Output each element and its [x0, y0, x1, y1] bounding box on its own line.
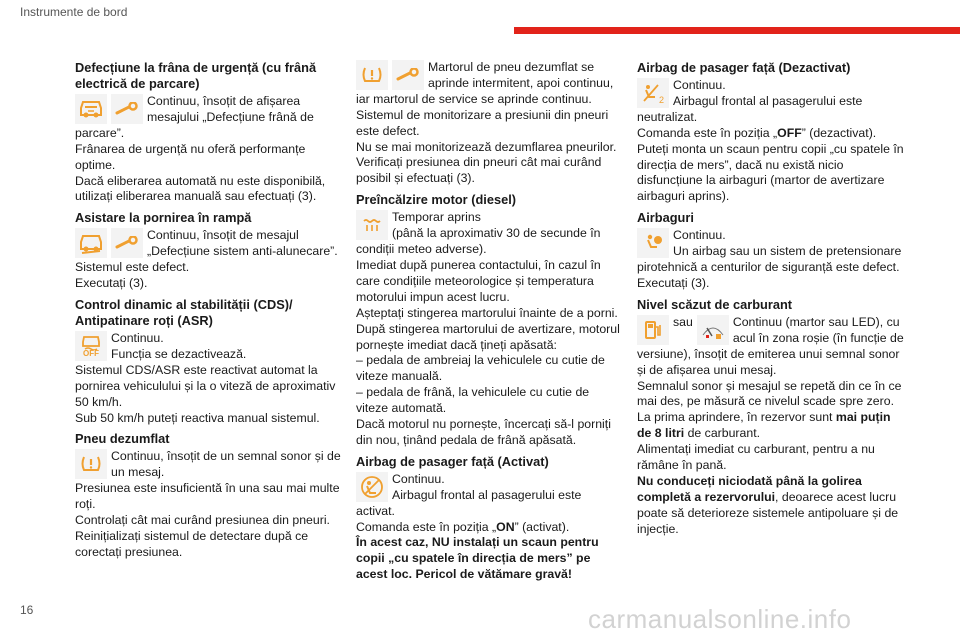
- text-line: Funcția se dezactivează.: [111, 346, 247, 361]
- text-line: Sub 50 km/h puteți reactiva manual sistemul.: [75, 410, 320, 425]
- text-line: Continuu, însoțit de mesajul „Defecțiune sistem anti-alunecare”.: [147, 228, 338, 259]
- column-1: [75, 60, 341, 566]
- command-line: [356, 520, 623, 536]
- icon-group: [356, 60, 424, 90]
- section-hill-start-assist: [75, 210, 341, 292]
- text-line: Dacă eliberarea automată nu este disponibilă, utilizați eliberarea manuală sau efectuați (3).: [75, 173, 326, 204]
- passenger-airbag-off-icon: [637, 78, 669, 108]
- section-title: Pneu dezumflat: [75, 431, 170, 447]
- tyre-pressure-icon: [356, 60, 388, 90]
- text-line: Alimentați imediat cu carburant, pentru a nu rămâne în pană.: [637, 442, 875, 473]
- text-line: Executați (3).: [75, 276, 148, 291]
- text-line: După stingerea martorului de avertizare, motorul pornește imediat dacă țineți apăsată:: [356, 321, 620, 352]
- text-line: Continuu.: [673, 228, 726, 243]
- text-line: Dacă motorul nu pornește, încercați să-l porniți din nou, ținând pedala de frână apăsată.: [356, 417, 611, 447]
- section-flat-tyre: [75, 431, 341, 560]
- text-line: Semnalul sonor și mesajul se repetă din ce în ce mai des, pe măsură ce nivelul scade spre zero.: [637, 378, 902, 409]
- icon-group: [356, 472, 388, 502]
- text-line: (până la aproximativ 30 de secunde în condiții meteo adverse).: [356, 226, 601, 257]
- text-line: Temporar aprins: [392, 210, 481, 225]
- section-airbags: [637, 210, 907, 292]
- section-title: Airbag de pasager față (Dezactivat): [637, 60, 851, 75]
- icon-group: [637, 315, 729, 345]
- text-line: Puteți monta un scaun pentru copii „cu spatele în direcția de mers”, dacă nu există nicio disfuncțiune la airbaguri (martor de avertizare airbaguri aprins).: [637, 141, 904, 204]
- section-title: Asistare la pornirea în rampă: [75, 210, 252, 226]
- text-fragment: ” (activat).: [514, 519, 570, 534]
- text-line: Continuu.: [392, 471, 445, 486]
- text-line: Martorul de pneu dezumflat se aprinde intermitent, apoi continuu, iar martorul de service se aprinde continuu.: [356, 60, 614, 106]
- watermark: carmanualsonline.info: [588, 604, 852, 634]
- svg-text:2: 2: [659, 95, 665, 105]
- text-line: Continuu.: [111, 330, 164, 345]
- icon-group: [75, 449, 107, 479]
- or-label: sau: [673, 314, 693, 329]
- section-passenger-airbag-on: [356, 454, 623, 583]
- text-fragment-bold: Nu conduceți niciodată până la golirea completă a rezervorului: [637, 473, 862, 504]
- text-fragment: , deoarece acest lucru poate să deterioreze sistemele antipoluare și de injecție.: [637, 489, 899, 536]
- passenger-airbag-on-icon: [356, 472, 388, 502]
- section-tyre-system-fault: [356, 60, 623, 187]
- hill-start-assist-fault-icon: [75, 228, 107, 258]
- header-title: Instrumente de bord: [20, 5, 128, 19]
- icon-group: [356, 210, 388, 240]
- text-line: Imediat după punerea contactului, în cazul în care condițiile meteorologice și temperatura motorului impun acest lucru.: [356, 257, 601, 304]
- icon-group: [75, 94, 143, 124]
- icon-group: [637, 78, 669, 108]
- tyre-pressure-icon: [75, 449, 107, 479]
- glow-plug-icon: [356, 210, 388, 240]
- icon-group: [75, 331, 107, 361]
- text-fragment-bold: OFF: [777, 125, 802, 140]
- page-number: 16: [20, 603, 34, 617]
- text-line: – pedala de frână, la vehiculele cu cutie de viteze automată.: [356, 385, 590, 416]
- text-line: Presiunea este insuficientă în una sau mai multe roți.: [75, 481, 340, 512]
- text-fragment-bold: mai puțin de 8 litri: [637, 410, 891, 441]
- text-fragment: de carburant.: [684, 426, 761, 441]
- section-emergency-brake-fault: [75, 60, 341, 205]
- section-low-fuel: [637, 297, 907, 538]
- text-line: Verificați presiunea din pneuri cât mai curând posibil și efectuați (3).: [356, 155, 602, 186]
- text-line: Airbagul frontal al pasagerului este neutralizat.: [637, 93, 863, 124]
- fuel-gauge-icon: [697, 315, 729, 345]
- section-title: Control dinamic al stabilității (CDS)/ Antipatinare roți (ASR): [75, 296, 293, 328]
- text-line: Nu se mai monitorizează dezumflarea pneurilor.: [356, 139, 617, 154]
- section-title: Airbag de pasager față (Activat): [356, 453, 549, 469]
- command-line: [637, 126, 907, 142]
- airbag-fault-icon: [637, 228, 669, 258]
- section-stability-control: [75, 297, 341, 426]
- text-line: Continuu, însoțit de afișarea mesajului „Defecțiune frână de parcare”.: [75, 94, 314, 140]
- section-title: Preîncălzire motor (diesel): [356, 192, 517, 208]
- section-passenger-airbag-off: [637, 60, 907, 205]
- icon-group: [75, 228, 143, 258]
- text-line: Sistemul este defect.: [75, 260, 190, 275]
- text-line: Un airbag sau un sistem de pretensionare pirotehnică a centurilor de siguranță este defect.: [637, 244, 902, 275]
- text-fragment-bold: ON: [496, 519, 515, 534]
- warning-text: În acest caz, NU instalați un scaun pentru copii „cu spatele în direcția de mers” pe acest loc. Pericol de vătămare gravă!: [356, 535, 599, 582]
- fuel-pump-icon: [637, 315, 669, 345]
- header-accent-bar: [514, 27, 960, 34]
- electric-parking-brake-fault-icon: [75, 94, 107, 124]
- text-line: Continuu (martor sau LED), cu acul în zona roșie (în funcție de versiune), însoțit de emiterea unui semnal sonor și de afișarea unui mesaj.: [637, 314, 904, 377]
- text-fragment: Comanda este în poziția „: [356, 519, 497, 534]
- text-line: – pedala de ambreiaj la vehiculele cu cutie de viteze manuală.: [356, 353, 605, 384]
- text-fragment: ” (dezactivat).: [801, 125, 877, 140]
- text-line: Executați (3).: [637, 275, 710, 290]
- text-line: Sistemul CDS/ASR este reactivat automat la pornirea vehiculului și la o viteză de aproximativ 50 km/h.: [75, 362, 336, 409]
- column-2: [356, 60, 623, 588]
- section-title: Nivel scăzut de carburant: [637, 296, 793, 312]
- section-title: Defecțiune la frâna de urgență (cu frână electrică de parcare): [75, 60, 317, 91]
- column-3: [637, 60, 907, 543]
- text-line: Sistemul de monitorizare a presiunii din pneuri este defect.: [356, 107, 609, 138]
- service-wrench-icon: [111, 228, 143, 258]
- section-preheating: [356, 192, 623, 449]
- text-line: Controlați cât mai curând presiunea din pneuri.: [75, 513, 330, 528]
- service-wrench-icon: [111, 94, 143, 124]
- text-line: Airbagul frontal al pasagerului este activat.: [356, 487, 582, 518]
- service-wrench-icon: [392, 60, 424, 90]
- text-line: Reinițializați sistemul de detectare după ce corectați presiunea.: [75, 528, 309, 559]
- text-fragment: Comanda este în poziția „: [637, 125, 778, 140]
- icon-label: OFF: [83, 348, 99, 358]
- text-line: Așteptați stingerea martorului înainte de a porni.: [356, 305, 618, 320]
- reserve-line: [637, 410, 907, 442]
- section-title: Airbaguri: [637, 210, 694, 226]
- text-line: Continuu, însoțit de un semnal sonor și de un mesaj.: [111, 449, 341, 480]
- text-line: Frânarea de urgență nu oferă performanțe optime.: [75, 141, 306, 172]
- never-line: [637, 474, 907, 538]
- text-fragment: La prima aprindere, în rezervor sunt: [637, 410, 836, 425]
- icon-group: [637, 228, 669, 258]
- stability-control-off-icon: [75, 331, 107, 361]
- text-line: Continuu.: [673, 78, 726, 92]
